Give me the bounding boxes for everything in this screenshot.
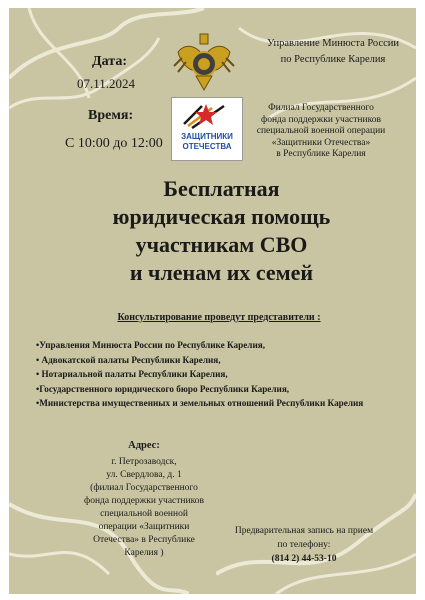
date-label: Дата: (92, 54, 127, 69)
address-line: фонда поддержки участников (84, 496, 204, 506)
time-value: С 10:00 до 12:00 (65, 136, 163, 151)
address-label: Адрес: (128, 440, 160, 451)
list-item: •Государственного юридического бюро Республики Карелия, (36, 383, 290, 394)
headline (29, 175, 414, 287)
headline-line: Бесплатная (163, 176, 280, 201)
address-line: операции «Защитники (98, 522, 190, 532)
poster (9, 8, 416, 594)
address-line: Отечества» в Республике (93, 535, 195, 545)
address-line: (филиал Государственного (90, 483, 198, 493)
time-label: Время: (88, 108, 134, 123)
fund-logo-text-line: ОТЕЧЕСТВА (182, 142, 232, 151)
logo-star-icon (172, 98, 242, 132)
registration-block (204, 524, 404, 566)
organizations-list (36, 338, 408, 411)
address-line: Карелия ) (124, 548, 164, 558)
headline-line: юридическая помощь (112, 204, 331, 229)
headline-line: участникам СВО (135, 232, 308, 257)
ministry-header (253, 36, 413, 68)
ministry-line: по Республике Карелия (280, 54, 386, 65)
list-item: • Нотариальной палаты Республики Карелия, (36, 369, 228, 379)
list-item: • Адвокатской палаты Республики Карелия, (36, 354, 221, 365)
fund-logo-text-line: ЗАЩИТНИКИ (181, 132, 233, 141)
phone-prefix: по телефону: (277, 540, 331, 550)
address-line: ул. Свердлова, д. 1 (106, 470, 182, 480)
fund-line: фонда поддержки участников (261, 114, 381, 125)
ministry-line: Управление Минюста России (266, 38, 399, 49)
fund-line: «Защитники Отечества» (271, 137, 371, 148)
date-value: 07.11.2024 (77, 76, 136, 91)
fund-branch-text (241, 103, 401, 161)
consultation-heading: Консультирование проведут представители : (117, 312, 321, 323)
fund-line: Филиал Государственного (268, 103, 374, 113)
fund-line: в Республике Карелия (276, 149, 366, 159)
double-headed-eagle-emblem-icon (172, 30, 236, 94)
phone-number: (814 2) 44-53-10 (271, 554, 337, 564)
address-line: специальной военной (100, 509, 188, 519)
address-line: г. Петрозаводск, (111, 457, 177, 467)
list-item: •Министерства имущественных и земельных отношений Республики Карелия (36, 398, 364, 408)
zashchitniki-otechestva-logo-icon (171, 97, 243, 161)
registration-line: Предварительная запись на прием (234, 526, 374, 536)
phone-line (204, 538, 404, 566)
list-item: •Управления Минюста России по Республике Карелия, (36, 340, 266, 350)
headline-line: и членам их семей (129, 260, 314, 285)
fund-line: специальной военной операции (256, 126, 386, 136)
